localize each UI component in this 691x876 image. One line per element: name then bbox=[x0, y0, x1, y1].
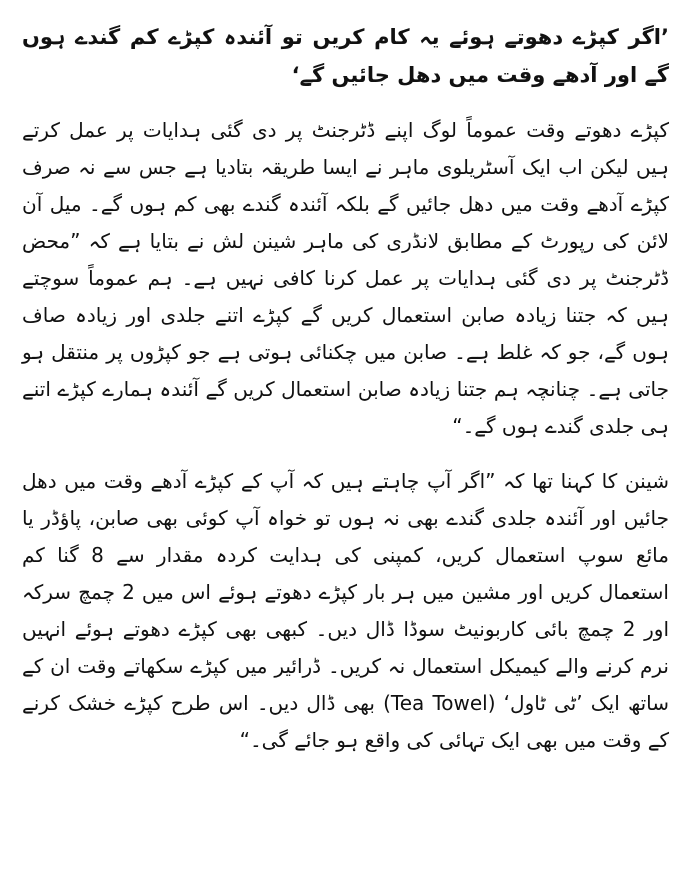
article-paragraph-2: شینن کا کہنا تھا کہ ”اگر آپ چاہتے ہیں کہ آپ کے کپڑے آدھے وقت میں دھل جائیں اور آئندہ جلدی گندے بھی نہ ہوں تو خواہ آپ کوئی بھی صابن، پاؤڈر یا مائع سوپ استعمال کریں، کمپنی کی ہدایت کردہ مقدار سے 8 گنا کم استعمال کریں اور مشین میں ہر بار کپڑے دھوتے ہوئے اس میں 2 چمچ سرکہ اور 2 چمچ بائی کاربونیٹ سوڈا ڈال دیں۔ کبھی بھی کپڑے دھوتے ہوئے انہیں نرم کرنے والے کیمیکل استعمال نہ کریں۔ ڈرائیر میں کپڑے سکھاتے وقت ان کے ساتھ ایک ’ٹی ٹاول‘ (Tea Towel) بھی ڈال دیں۔ اس طرح کپڑے خشک کرنے کے وقت میں بھی ایک تہائی کی واقع ہو جائے گی۔“ bbox=[22, 469, 669, 752]
article-paragraph-1: کپڑے دھوتے وقت عموماً لوگ اپنے ڈٹرجنٹ پر دی گئی ہدایات پر عمل کرتے ہیں لیکن اب ایک آسٹریلوی ماہر نے ایسا طریقہ بتادیا ہے جس سے نہ صرف کپڑے آدھے وقت میں دھل جائیں گے بلکہ آئندہ گندے بھی کم ہوں گے۔ میل آن لائن کی رپورٹ کے مطابق لانڈری کی ماہر شینن لش نے بتایا ہے کہ ”محض ڈٹرجنٹ پر دی گئی ہدایات پر عمل کرنا کافی نہیں ہے۔ ہم عموماً سوچتے ہیں کہ جتنا زیادہ صابن استعمال کریں گے کپڑے اتنے جلدی اور زیادہ صاف ہوں گے، جو کہ غلط ہے۔ صابن میں چکنائی ہوتی ہے جو کپڑوں پر منتقل ہو جاتی ہے۔ چنانچہ ہم جتنا زیادہ صابن استعمال کریں گے آئندہ ہمارے کپڑے اتنے ہی جلدی گندے ہوں گے۔“ bbox=[22, 118, 669, 438]
article-heading: ’اگر کپڑے دھوتے ہوئے یہ کام کریں تو آئندہ کپڑے کم گندے ہوں گے اور آدھے وقت میں دھل جائیں گے‘ bbox=[22, 25, 669, 87]
